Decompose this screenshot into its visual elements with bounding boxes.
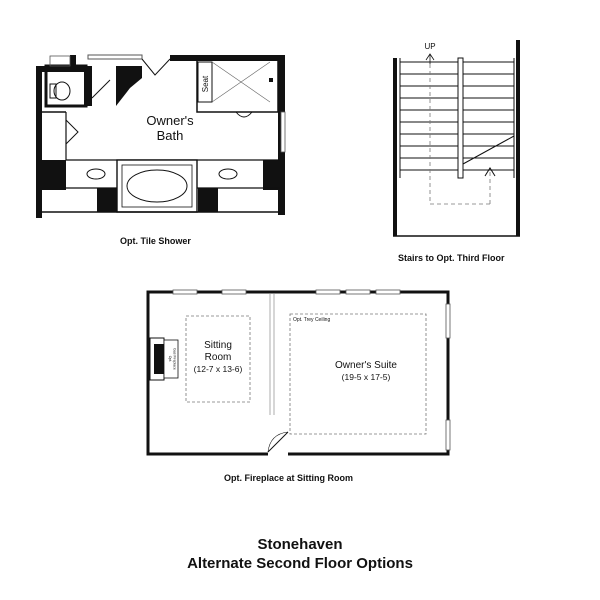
shower-seat-label: Seat bbox=[201, 75, 210, 93]
stairs-plan bbox=[393, 40, 520, 236]
bath-room-label-line2: Bath bbox=[156, 128, 184, 143]
bath-room-label-line1: Owner's bbox=[146, 113, 194, 128]
owners-suite-label: Owner's Suite bbox=[335, 360, 397, 371]
tray-ceiling-label: Opt. Trey Ceiling bbox=[293, 317, 331, 323]
sitting-room-dimensions: (12-7 x 13-6) bbox=[193, 364, 243, 374]
owners-suite-dimensions: (19-5 x 17-5) bbox=[341, 372, 391, 382]
owners-bath-plan bbox=[36, 55, 285, 218]
stairs-up-label: UP bbox=[424, 42, 436, 51]
sitting-room-label-line2: Room bbox=[204, 352, 232, 363]
suite-caption: Opt. Fireplace at Sitting Room bbox=[224, 473, 354, 483]
fireplace-label-line2: Gas Fireplace bbox=[172, 348, 177, 370]
suite-plan bbox=[148, 290, 450, 456]
page-title: Stonehaven bbox=[257, 536, 343, 553]
stairs-caption: Stairs to Opt. Third Floor bbox=[398, 253, 505, 263]
fireplace-label-line1: Opt. bbox=[168, 355, 172, 363]
sitting-room-label-line1: Sitting bbox=[204, 340, 232, 351]
page-subtitle: Alternate Second Floor Options bbox=[187, 555, 413, 572]
bath-caption: Opt. Tile Shower bbox=[120, 236, 191, 246]
